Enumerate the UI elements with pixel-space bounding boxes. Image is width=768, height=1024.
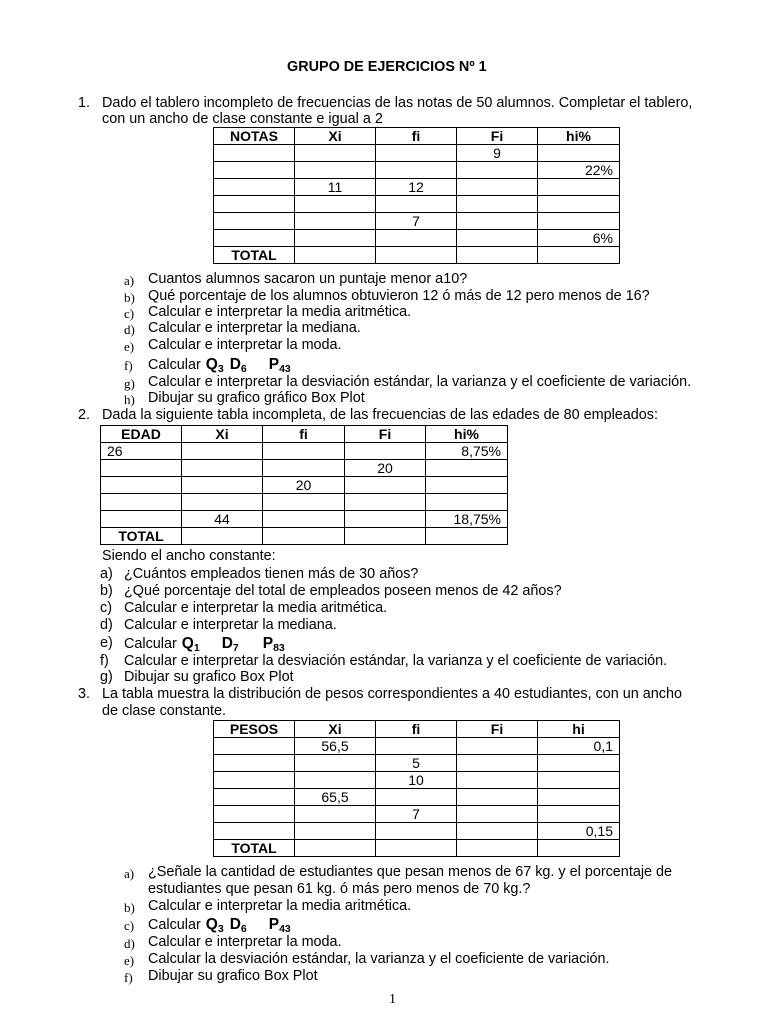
table-cell xyxy=(295,213,376,230)
table-row xyxy=(214,230,620,247)
table-row xyxy=(214,840,620,857)
table-cell xyxy=(345,528,426,545)
table-header-cell: hi% xyxy=(538,128,620,145)
table-row xyxy=(101,511,508,528)
table-cell xyxy=(538,772,620,789)
table-header-cell: EDAD xyxy=(101,426,182,443)
calc-measure: $P_{83}$ xyxy=(262,635,285,654)
question-text: ¿Cuántos empleados tienen más de 30 años? xyxy=(124,566,419,582)
table-cell xyxy=(182,460,263,477)
table-cell: 6% xyxy=(538,230,620,247)
question-label: h) xyxy=(124,392,135,407)
table-cell: 7 xyxy=(376,213,457,230)
table-row xyxy=(214,196,620,213)
table-row xyxy=(214,772,620,789)
table-header-cell: fi xyxy=(376,721,457,738)
table-cell xyxy=(263,511,345,528)
page-title: GRUPO DE EJERCICIOS Nº 1 xyxy=(287,59,487,75)
table-row xyxy=(214,213,620,230)
table-cell: 65,5 xyxy=(295,789,376,806)
table-cell: 10 xyxy=(376,772,457,789)
calc-measure: $P_{43}$ xyxy=(268,916,291,935)
table-cell: 0,15 xyxy=(538,823,620,840)
table-cell xyxy=(295,196,376,213)
question-text: Calcular e interpretar la mediana. xyxy=(148,320,361,336)
table-cell xyxy=(376,840,457,857)
table-cell: 20 xyxy=(263,477,345,494)
question-text: Dibujar su grafico gráfico Box Plot xyxy=(148,390,365,406)
table-cell xyxy=(538,789,620,806)
question-label: f) xyxy=(124,358,133,373)
table-cell xyxy=(263,494,345,511)
table-cell: 22% xyxy=(538,162,620,179)
table-row xyxy=(101,494,508,511)
table-cell xyxy=(426,494,508,511)
question-label: d) xyxy=(100,617,113,633)
table-cell xyxy=(182,477,263,494)
calc-measure: $P_{43}$ xyxy=(268,356,291,375)
question-label: d) xyxy=(124,936,135,951)
table-header-cell: NOTAS xyxy=(214,128,295,145)
table-cell: 18,75% xyxy=(426,511,508,528)
table-cell xyxy=(426,477,508,494)
calc-measure: $D_6$ xyxy=(229,916,247,935)
question-text: Calcular e interpretar la moda. xyxy=(148,337,342,353)
table-cell: 56,5 xyxy=(295,738,376,755)
table-cell xyxy=(376,738,457,755)
table-header-row xyxy=(214,128,620,145)
table-row xyxy=(214,806,620,823)
table-cell xyxy=(457,823,538,840)
table-cell: 12 xyxy=(376,179,457,196)
question-text: Calcular e interpretar la media aritmética. xyxy=(148,304,412,320)
table-header-cell: fi xyxy=(376,128,457,145)
table-cell: 7 xyxy=(376,806,457,823)
table-row xyxy=(214,145,620,162)
question-label: a) xyxy=(100,566,113,582)
exercise-2-number: 2. xyxy=(78,407,91,423)
question-label: c) xyxy=(124,918,135,933)
table-cell xyxy=(457,162,538,179)
table-cell xyxy=(214,823,295,840)
table-cell xyxy=(345,494,426,511)
table-cell: 9 xyxy=(457,145,538,162)
table-cell xyxy=(295,162,376,179)
table-cell xyxy=(295,823,376,840)
table-cell xyxy=(538,806,620,823)
table-cell xyxy=(263,443,345,460)
table-cell xyxy=(457,772,538,789)
table-cell xyxy=(214,162,295,179)
question-label: d) xyxy=(124,322,135,337)
question-label: b) xyxy=(100,583,113,599)
table-cell: 11 xyxy=(295,179,376,196)
table-cell xyxy=(295,806,376,823)
table-cell xyxy=(214,772,295,789)
table-cell xyxy=(538,179,620,196)
table-cell xyxy=(295,145,376,162)
calc-measure: $D_6$ xyxy=(229,356,247,375)
table-cell xyxy=(345,477,426,494)
table-header-cell: hi% xyxy=(426,426,508,443)
table-cell xyxy=(345,443,426,460)
table-cell xyxy=(214,179,295,196)
question-text: Calcular e interpretar la media aritmética. xyxy=(148,898,412,914)
question-text: Calcular la desviación estándar, la varianza y el coeficiente de variación. xyxy=(148,951,610,967)
exercise-3-number: 3. xyxy=(78,686,91,702)
table-cell xyxy=(182,443,263,460)
table-header-cell: PESOS xyxy=(214,721,295,738)
table-header-cell: Xi xyxy=(295,128,376,145)
table-cell: 20 xyxy=(345,460,426,477)
exercise-1-statement-line-2: con un ancho de clase constante e igual a 2 xyxy=(102,111,383,127)
table-cell xyxy=(457,738,538,755)
question-label: a) xyxy=(124,273,135,288)
table-cell xyxy=(538,196,620,213)
question-text: ¿Qué porcentaje del total de empleados poseen menos de 42 años? xyxy=(124,583,562,599)
table-cell xyxy=(345,511,426,528)
table-row xyxy=(101,477,508,494)
question-text: Calcular e interpretar la moda. xyxy=(148,934,342,950)
table-cell xyxy=(376,823,457,840)
calc-measure: $Q_3$ xyxy=(205,916,224,935)
question-text: Dibujar su grafico Box Plot xyxy=(148,968,318,984)
table-row xyxy=(101,460,508,477)
table-cell xyxy=(214,755,295,772)
table-cell xyxy=(295,840,376,857)
question-label: e) xyxy=(100,635,113,651)
table-cell xyxy=(538,145,620,162)
question-text: Calcular e interpretar la media aritmética. xyxy=(124,600,388,616)
table-cell xyxy=(214,196,295,213)
question-text: Calcular e interpretar la desviación estándar, la varianza y el coeficiente de variación. xyxy=(124,653,668,669)
question-label: a) xyxy=(124,866,135,881)
table-row xyxy=(214,247,620,264)
table-cell xyxy=(376,162,457,179)
table-cell xyxy=(214,738,295,755)
exercise-1-number: 1. xyxy=(78,95,91,111)
table-cell xyxy=(101,460,182,477)
question-label: e) xyxy=(124,339,135,354)
question-label: c) xyxy=(100,600,112,616)
table-cell xyxy=(101,494,182,511)
table-cell xyxy=(457,755,538,772)
table-cell xyxy=(101,511,182,528)
table-cell xyxy=(457,179,538,196)
table-header-cell: fi xyxy=(263,426,345,443)
table-cell xyxy=(295,772,376,789)
question-text: Calcular e interpretar la mediana. xyxy=(124,617,337,633)
exercise-2-frequency-table xyxy=(100,425,508,545)
table-row xyxy=(214,789,620,806)
table-cell xyxy=(457,789,538,806)
table-cell xyxy=(376,145,457,162)
question-label: e) xyxy=(124,953,135,968)
question-text: ¿Señale la cantidad de estudiantes que pesan menos de 67 kg. y el porcentaje de xyxy=(148,864,673,880)
table-cell xyxy=(457,230,538,247)
exercise-1-frequency-table xyxy=(213,127,620,264)
table-cell xyxy=(214,213,295,230)
table-cell xyxy=(295,247,376,264)
table-cell xyxy=(538,840,620,857)
table-cell: 0,1 xyxy=(538,738,620,755)
table-cell xyxy=(538,755,620,772)
exercise-3-frequency-table xyxy=(213,720,620,857)
exercise-2-intro: Siendo el ancho constante: xyxy=(102,548,276,564)
table-row xyxy=(101,528,508,545)
table-header-cell: Xi xyxy=(295,721,376,738)
table-row xyxy=(101,443,508,460)
table-cell xyxy=(182,494,263,511)
question-text: Calcular $Q_3$ $D_6$ $P_{43}$ xyxy=(148,916,291,935)
table-row xyxy=(214,162,620,179)
table-cell xyxy=(376,789,457,806)
question-text: Calcular $Q_3$ $D_6$ $P_{43}$ xyxy=(148,356,291,375)
table-cell: TOTAL xyxy=(214,840,295,857)
table-cell xyxy=(101,477,182,494)
table-cell xyxy=(457,247,538,264)
table-cell xyxy=(457,213,538,230)
exercise-3-statement-line-1: La tabla muestra la distribución de pesos correspondientes a 40 estudiantes, con un ancho xyxy=(102,686,682,702)
table-header-row xyxy=(214,721,620,738)
question-label: f) xyxy=(124,970,133,985)
table-cell xyxy=(376,196,457,213)
table-cell: TOTAL xyxy=(101,528,182,545)
question-label: g) xyxy=(124,376,135,391)
table-row xyxy=(214,755,620,772)
table-row xyxy=(214,823,620,840)
table-cell: TOTAL xyxy=(214,247,295,264)
question-text: Calcular e interpretar la desviación estándar, la varianza y el coeficiente de variación. xyxy=(148,374,692,390)
exercise-2-statement: Dada la siguiente tabla incompleta, de las frecuencias de las edades de 80 empleados: xyxy=(102,407,659,423)
table-cell xyxy=(538,247,620,264)
calc-measure: $D_7$ xyxy=(221,635,239,654)
exercise-3-statement-line-2: de clase constante. xyxy=(102,703,226,719)
table-header-cell: Fi xyxy=(345,426,426,443)
table-cell xyxy=(457,840,538,857)
question-label: b) xyxy=(124,900,135,915)
question-text: estudiantes que pesan 61 kg. ó más pero menos de 70 kg.? xyxy=(148,881,531,897)
question-label: g) xyxy=(100,669,113,685)
table-cell xyxy=(263,460,345,477)
table-cell: 5 xyxy=(376,755,457,772)
question-text: Dibujar su grafico Box Plot xyxy=(124,669,294,685)
table-row xyxy=(214,738,620,755)
table-header-cell: hi xyxy=(538,721,620,738)
table-cell xyxy=(426,528,508,545)
calc-measure: $Q_3$ xyxy=(205,356,224,375)
table-header-cell: Fi xyxy=(457,721,538,738)
table-cell xyxy=(376,230,457,247)
table-cell xyxy=(214,145,295,162)
question-label: c) xyxy=(124,306,135,321)
table-cell xyxy=(214,806,295,823)
table-cell xyxy=(376,247,457,264)
table-cell xyxy=(426,460,508,477)
table-cell xyxy=(263,528,345,545)
table-cell xyxy=(457,196,538,213)
calc-measure: $Q_1$ xyxy=(181,635,200,654)
table-row xyxy=(214,179,620,196)
exercise-1-statement-line-1: Dado el tablero incompleto de frecuencias de las notas de 50 alumnos. Completar el tablero, xyxy=(102,95,693,111)
table-cell xyxy=(457,806,538,823)
page-number: 1 xyxy=(389,992,396,1007)
question-label: f) xyxy=(100,653,109,669)
table-cell xyxy=(538,213,620,230)
table-cell: 26 xyxy=(101,443,182,460)
table-header-cell: Fi xyxy=(457,128,538,145)
table-header-row xyxy=(101,426,508,443)
table-cell xyxy=(295,230,376,247)
table-cell xyxy=(214,789,295,806)
table-cell xyxy=(214,230,295,247)
table-cell xyxy=(295,755,376,772)
table-cell: 44 xyxy=(182,511,263,528)
table-header-cell: Xi xyxy=(182,426,263,443)
question-text: Qué porcentaje de los alumnos obtuvieron 12 ó más de 12 pero menos de 16? xyxy=(148,288,650,304)
question-text: Calcular $Q_1$ $D_7$ $P_{83}$ xyxy=(124,635,285,654)
question-text: Cuantos alumnos sacaron un puntaje menor a10? xyxy=(148,271,468,287)
question-label: b) xyxy=(124,290,135,305)
table-cell: 8,75% xyxy=(426,443,508,460)
table-cell xyxy=(182,528,263,545)
